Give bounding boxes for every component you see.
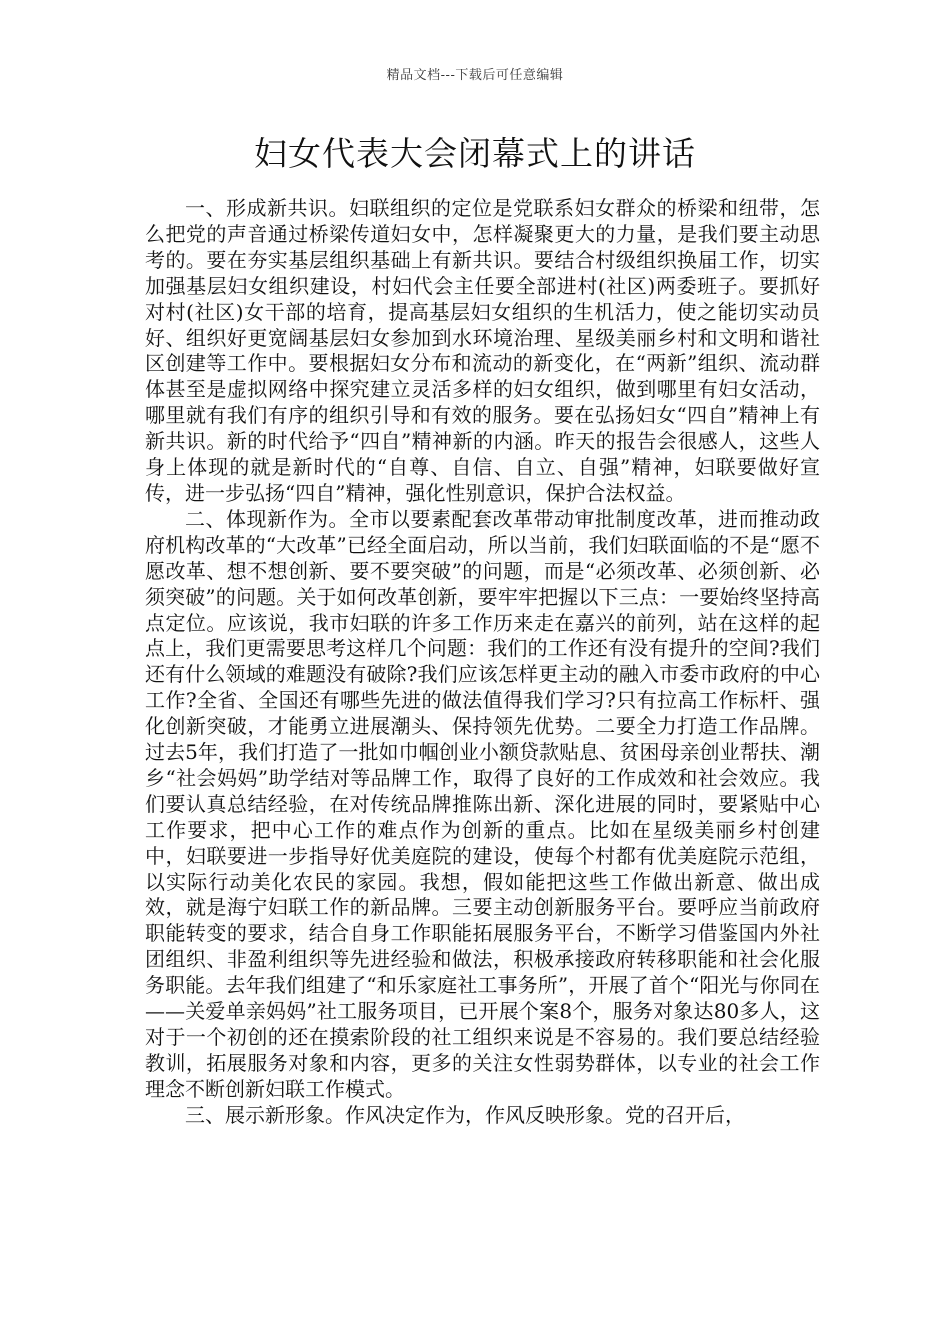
paragraph-1: 一、形成新共识。妇联组织的定位是党联系妇女群众的桥梁和纽带，怎么把党的声音通过桥梁传道妇女中，怎样凝聚更大的力量，是我们要主动思考的。要在夯实基层组织基础上有新共识。要结合村级组织换届工作，切实加强基层妇女组织建设，村妇代会主任要全部进村(社区)两委班子。要抓好对村(社区)女干部的培育，提高基层妇女组织的生机活力，使之能切实动员好、组织好更宽阔基层妇女参加到水环境治理、星级美丽乡村和文明和谐社区创建等工作中。要根据妇女分布和流动的新变化，在“两新”组织、流动群体甚至是虚拟网络中探究建立灵活多样的妇女组织，做到哪里有妇女活动，哪里就有我们有序的组织引导和有效的服务。要在弘扬妇女“四自”精神上有新共识。新的时代给予“四自”精神新的内涵。昨天的报告会很感人，这些人身上体现的就是新时代的“自尊、自信、自立、自强”精神，妇联要做好宣传，进一步弘扬“四自”精神，强化性别意识，保护合法权益。: [145, 196, 820, 505]
document-title: 妇女代表大会闭幕式上的讲话: [254, 134, 696, 173]
paragraph-3: 三、展示新形象。作风决定作为，作风反映形象。党的召开后，: [185, 1102, 745, 1127]
paragraph-2: 二、体现新作为。全市以要素配套改革带动审批制度改革，进而推动政府机构改革的“大改革”已经全面启动，所以当前，我们妇联面临的不是“愿不愿改革、想不想创新、要不要突破”的问题，而是“必须改革、必须创新、必须突破”的问题。关于如何改革创新，要牢牢把握以下三点：一要始终坚持高点定位。应该说，我市妇联的许多工作历来走在嘉兴的前列，站在这样的起点上，我们更需要思考这样几个问题：我们的工作还有没有提升的空间?我们还有什么领域的难题没有破除?我们应该怎样更主动的融入市委市政府的中心工作?全省、全国还有哪些先进的做法值得我们学习?只有拉高工作标杆、强化创新突破，才能勇立进展潮头、保持领先优势。二要全力打造工作品牌。过去5年，我们打造了一批如巾帼创业小额贷款贴息、贫困母亲创业帮扶、潮乡“社会妈妈”助学结对等品牌工作，取得了良好的工作成效和社会效应。我们要认真总结经验，在对传统品牌推陈出新、深化进展的同时，要紧贴中心工作要求，把中心工作的难点作为创新的重点。比如在星级美丽乡村创建中，妇联要进一步指导好优美庭院的建设，使每个村都有优美庭院示范组，以实际行动美化农民的家园。我想，假如能把这些工作做出新意、做出成效，就是海宁妇联工作的新品牌。三要主动创新服务平台。要呼应当前政府职能转变的要求，结合自身工作职能拓展服务平台，不断学习借鉴国内外社团组织、非盈利组织等先进经验和做法，积极承接政府转移职能和社会化服务职能。去年我们组建了“和乐家庭社工事务所”，开展了首个“阳光与你同在——关爱单亲妈妈”社工服务项目，已开展个案8个，服务对象达80多人，这对于一个初创的还在摸索阶段的社工组织来说是不容易的。我们要总结经验教训，拓展服务对象和内容，更多的关注女性弱势群体，以专业的社会工作理念不断创新妇联工作模式。: [145, 506, 820, 1101]
document-body: [145, 196, 820, 1129]
header-note: 精品文档---下载后可任意编辑: [386, 68, 564, 83]
